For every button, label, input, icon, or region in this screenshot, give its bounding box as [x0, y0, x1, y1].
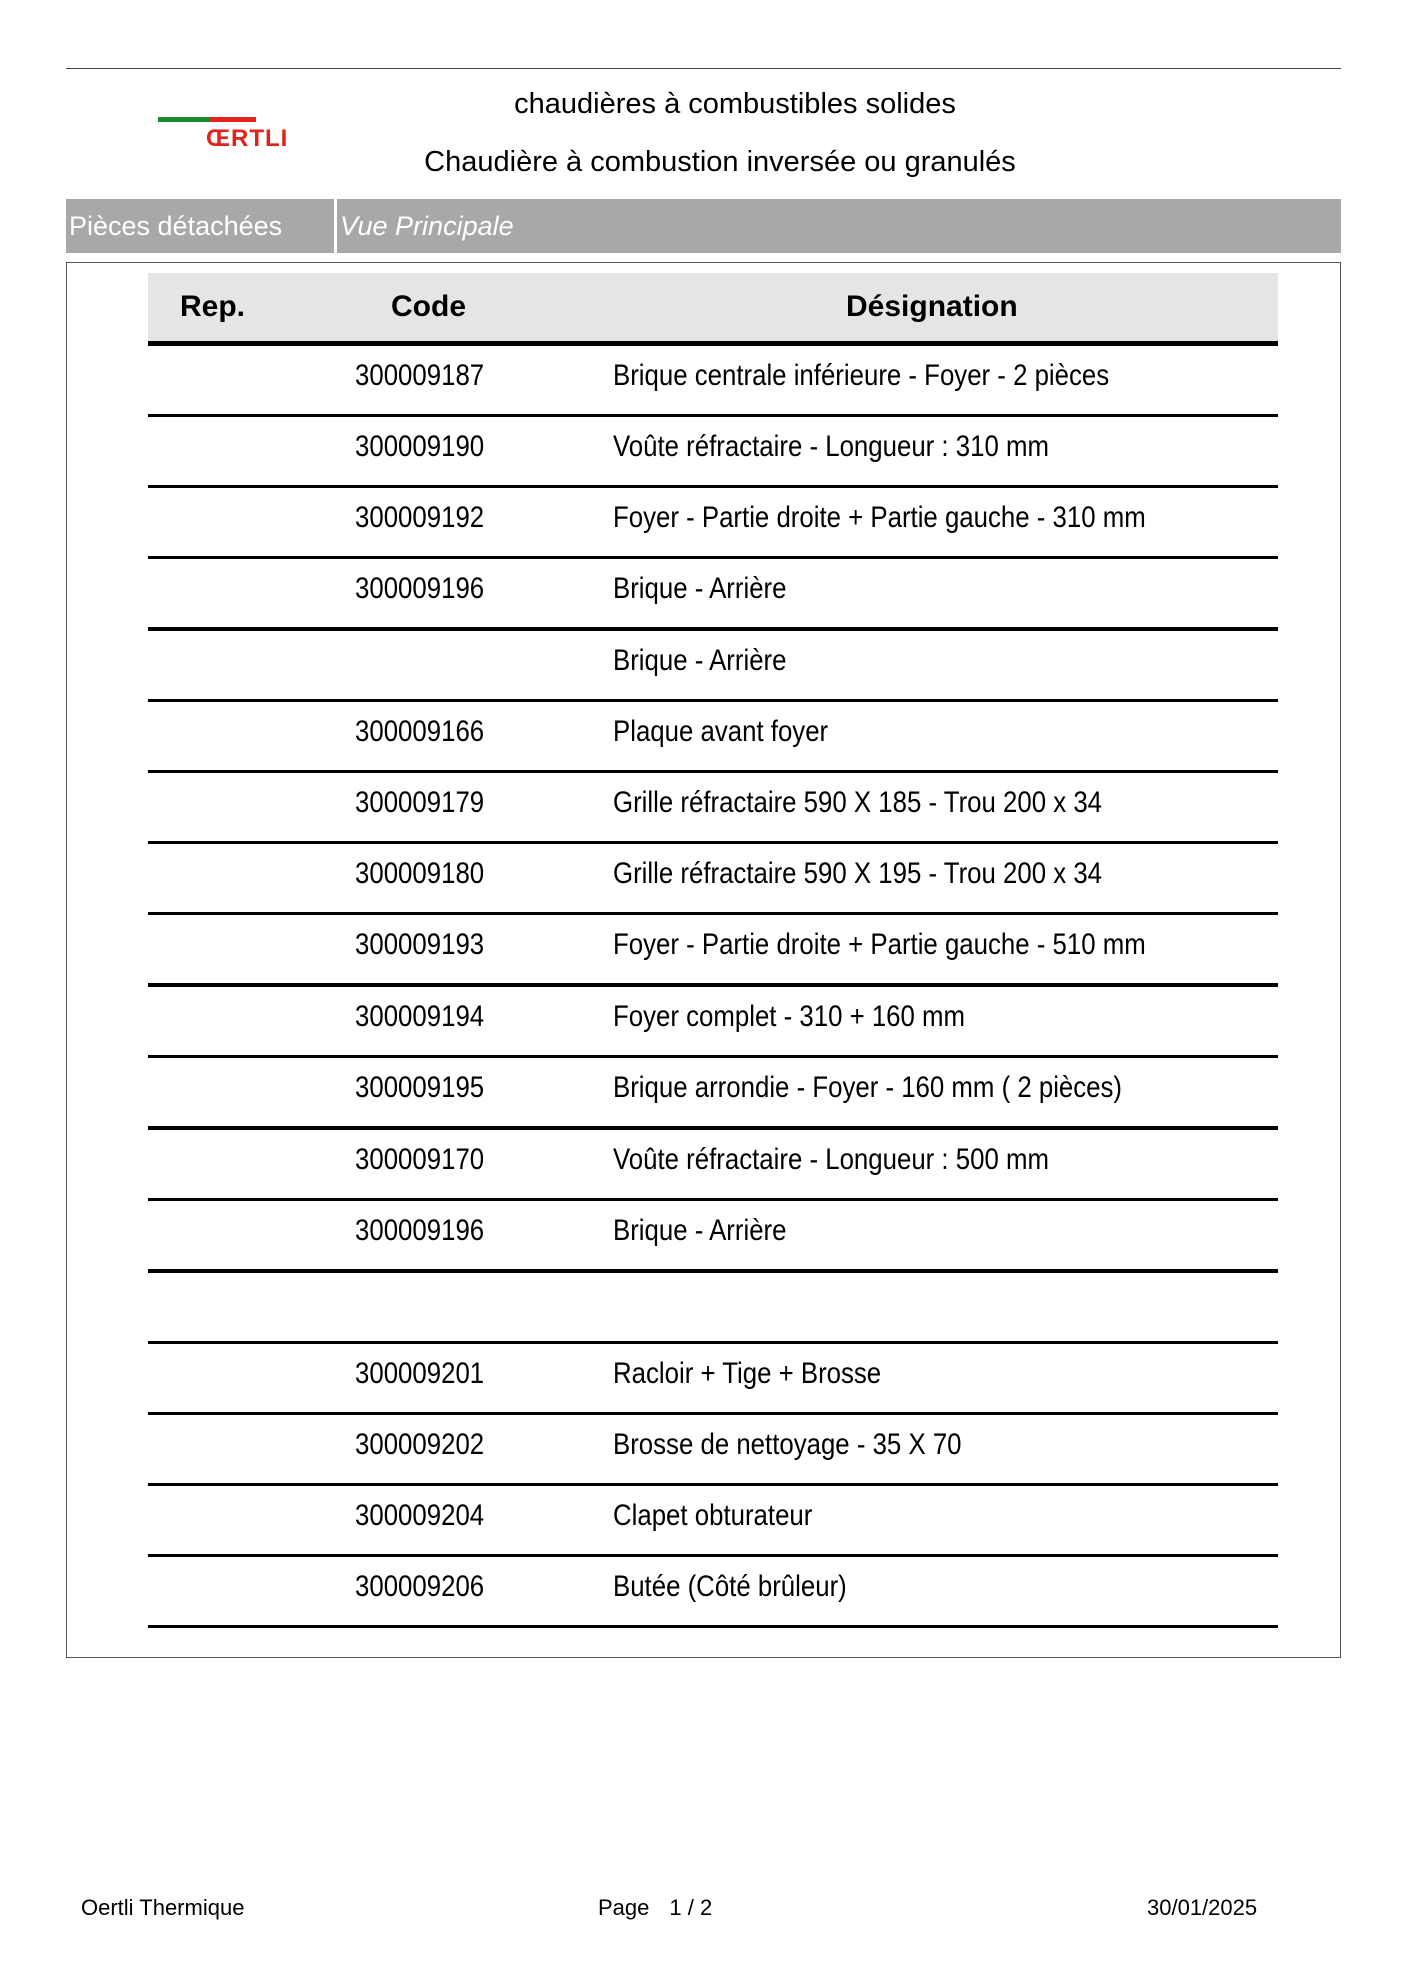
cell-code: 300009179	[355, 786, 485, 819]
cell-designation: Brique centrale inférieure - Foyer - 2 pièces	[613, 359, 1110, 392]
cell-code: 300009206	[355, 1570, 485, 1603]
parts-table	[148, 273, 1278, 1628]
cell-designation: Clapet obturateur	[613, 1499, 813, 1532]
table-row	[148, 1557, 1278, 1628]
cell-designation: Foyer - Partie droite + Partie gauche - 310 mm	[613, 501, 1146, 534]
cell-designation: Butée (Côté brûleur)	[613, 1570, 847, 1603]
cell-code: 300009166	[355, 715, 485, 748]
table-row	[148, 1344, 1278, 1415]
cell-designation: Voûte réfractaire - Longueur : 310 mm	[613, 430, 1049, 463]
table-row	[148, 346, 1278, 417]
cell-designation: Brique - Arrière	[613, 1214, 787, 1247]
cell-code: 300009187	[355, 359, 485, 392]
footer-date: 30/01/2025	[1147, 1895, 1258, 1920]
top-rule	[66, 68, 1341, 69]
logo-text: ŒRTLI	[206, 125, 289, 152]
cell-code: 300009204	[355, 1499, 485, 1532]
section-label[interactable]: Pièces détachées	[69, 211, 283, 241]
document-title: chaudières à combustibles solides	[514, 88, 956, 120]
document-subtitle: Chaudière à combustion inversée ou granulés	[424, 146, 1016, 178]
cell-designation: Foyer - Partie droite + Partie gauche - 510 mm	[613, 928, 1146, 961]
table-row	[148, 417, 1278, 488]
section-bar	[66, 199, 1341, 253]
table-row	[148, 844, 1278, 915]
cell-code: 300009195	[355, 1071, 485, 1104]
cell-code: 300009180	[355, 857, 485, 890]
table-row	[148, 1415, 1278, 1486]
header-rep: Rep.	[180, 290, 246, 323]
cell-designation: Brosse de nettoyage - 35 X 70	[613, 1428, 962, 1461]
footer-company: Oertli Thermique	[81, 1895, 245, 1920]
table-row	[148, 631, 1278, 702]
footer-page	[598, 1895, 712, 1921]
cell-designation: Brique - Arrière	[613, 644, 787, 677]
cell-code: 300009202	[355, 1428, 485, 1461]
cell-code: 300009170	[355, 1143, 485, 1176]
table-row	[148, 1058, 1278, 1130]
footer-page-number: 1 / 2	[669, 1895, 713, 1920]
table-body	[148, 346, 1278, 1628]
table-row	[148, 987, 1278, 1058]
table-row	[148, 773, 1278, 844]
table-row	[148, 1201, 1278, 1273]
header-code: Code	[391, 290, 466, 323]
view-label[interactable]: Vue Principale	[340, 211, 514, 241]
cell-designation: Brique - Arrière	[613, 572, 787, 605]
cell-code: 300009196	[355, 1214, 485, 1247]
cell-designation: Voûte réfractaire - Longueur : 500 mm	[613, 1143, 1049, 1176]
table-row	[148, 915, 1278, 987]
header-designation: Désignation	[846, 290, 1018, 323]
cell-designation: Foyer complet - 310 + 160 mm	[613, 1000, 966, 1033]
cell-code: 300009193	[355, 928, 485, 961]
footer-page-label: Page	[598, 1895, 650, 1920]
cell-designation: Grille réfractaire 590 X 195 - Trou 200 x 34	[613, 857, 1103, 890]
table-row	[148, 1130, 1278, 1201]
cell-code: 300009190	[355, 430, 485, 463]
table-row	[148, 559, 1278, 631]
cell-designation: Plaque avant foyer	[613, 715, 829, 748]
table-row	[148, 1486, 1278, 1557]
cell-code: 300009196	[355, 572, 485, 605]
table-row	[148, 702, 1278, 773]
table-header	[148, 273, 1278, 346]
cell-designation: Racloir + Tige + Brosse	[613, 1357, 882, 1390]
cell-designation: Brique arrondie - Foyer - 160 mm ( 2 pièces)	[613, 1071, 1123, 1104]
cell-code: 300009201	[355, 1357, 485, 1390]
section-divider	[334, 199, 337, 253]
cell-code: 300009192	[355, 501, 485, 534]
table-row	[148, 488, 1278, 559]
cell-designation: Grille réfractaire 590 X 185 - Trou 200 x 34	[613, 786, 1103, 819]
table-row	[148, 1273, 1278, 1344]
cell-code: 300009194	[355, 1000, 485, 1033]
